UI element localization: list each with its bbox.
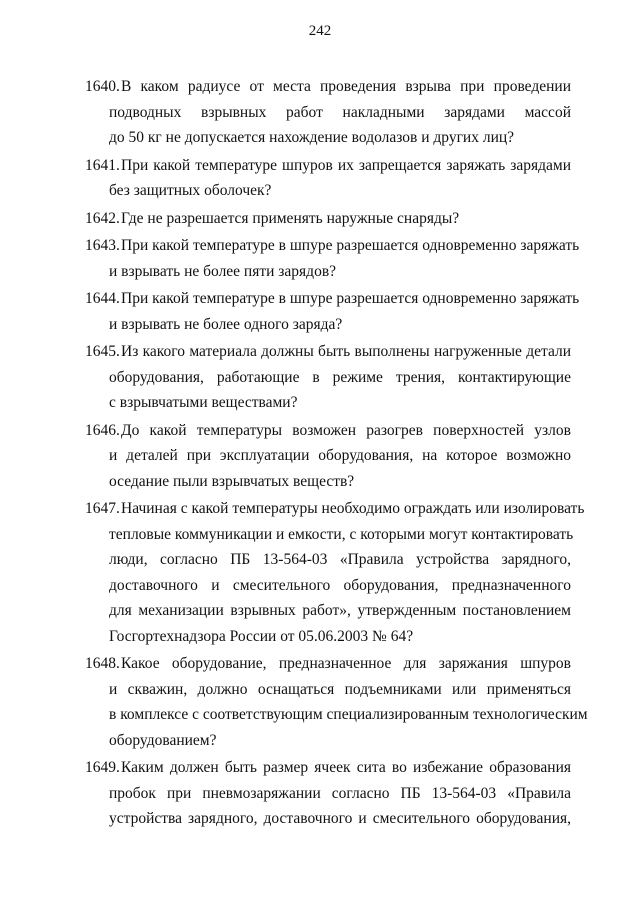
- item-text-line: оседание пыли взрывчатых веществ?: [109, 472, 355, 490]
- item-text-line: При какой температуре шпуров их запрещается заряжать зарядами: [121, 156, 571, 174]
- item-text-line: Из какого материала должны быть выполнены нагруженные детали: [121, 343, 571, 360]
- list-item: [85, 286, 580, 337]
- item-text-line: и деталей при эксплуатации оборудования, на которое возможно: [109, 447, 571, 464]
- item-text-line: оборудования, работающие в режиме трения, контактирующие: [109, 368, 571, 386]
- list-item: [85, 755, 571, 832]
- item-text-line: Начиная с какой температуры необходимо ограждать или изолировать: [121, 500, 585, 517]
- page-number: 242: [308, 23, 332, 39]
- item-text-line: подводных взрывных работ накладными зарядами массой: [109, 103, 571, 121]
- question-list: [85, 74, 588, 834]
- item-text-line: Где не разрешается применять наружные снаряды?: [121, 209, 460, 227]
- list-item: [85, 418, 571, 495]
- item-text-line: пробок при пневмозаряжании согласно ПБ 13-564-03 «Правила: [109, 784, 571, 802]
- item-text-line: В каком радиусе от места проведения взрыва при проведении: [121, 78, 571, 95]
- list-item: [85, 651, 588, 753]
- item-text-line: Какое оборудование, предназначенное для заряжания шпуров: [121, 655, 571, 672]
- item-text-line: При какой температуре в шпуре разрешается одновременно заряжать: [121, 237, 580, 254]
- item-text-line: с взрывчатыми веществами?: [109, 394, 298, 411]
- item-text-line: устройства зарядного, доставочного и смесительного оборудования,: [109, 810, 571, 827]
- list-item: [85, 339, 571, 416]
- item-text-line: в комплексе с соответствующим специализированным технологическим: [109, 706, 588, 723]
- item-text-line: При какой температуре в шпуре разрешается одновременно заряжать: [121, 290, 580, 307]
- item-number: 1644.: [85, 290, 120, 307]
- item-text-line: без защитных оболочек?: [109, 182, 272, 199]
- item-number: 1647.: [85, 500, 120, 517]
- item-text-line: оборудованием?: [109, 731, 217, 749]
- list-item: [85, 233, 580, 284]
- item-text-line: для механизации взрывных работ», утвержденным постановлением: [109, 602, 571, 619]
- list-item: [85, 74, 571, 151]
- item-text-line: люди, согласно ПБ 13-564-03 «Правила устройства зарядного,: [109, 551, 571, 568]
- item-number: 1640.: [85, 78, 120, 95]
- item-text-line: До какой температуры возможен разогрев поверхностей узлов: [121, 421, 571, 439]
- item-number: 1648.: [85, 655, 120, 672]
- item-text-line: тепловые коммуникации и емкости, с которыми могут контактировать: [109, 525, 574, 543]
- list-item: [85, 153, 571, 204]
- item-text-line: Госгортехнадзора России от 05.06.2003 № 64?: [109, 627, 414, 645]
- item-text-line: и взрывать не более одного заряда?: [109, 315, 343, 333]
- item-number: 1642.: [85, 209, 120, 227]
- item-number: 1645.: [85, 343, 120, 360]
- item-number: 1641.: [85, 156, 120, 174]
- item-number: 1646.: [85, 421, 120, 439]
- item-text-line: доставочного и смесительного оборудования, предназначенного: [109, 576, 571, 594]
- item-number: 1649.: [85, 759, 120, 776]
- item-text-line: и взрывать не более пяти зарядов?: [109, 262, 337, 280]
- list-item: [85, 496, 585, 649]
- item-number: 1643.: [85, 237, 120, 254]
- item-text-line: до 50 кг не допускается нахождение водолазов и других лиц?: [109, 129, 515, 146]
- item-text-line: и скважин, должно оснащаться подъемниками или применяться: [109, 680, 571, 698]
- list-item: [85, 206, 571, 232]
- item-text-line: Каким должен быть размер ячеек сита во избежание образования: [121, 759, 571, 776]
